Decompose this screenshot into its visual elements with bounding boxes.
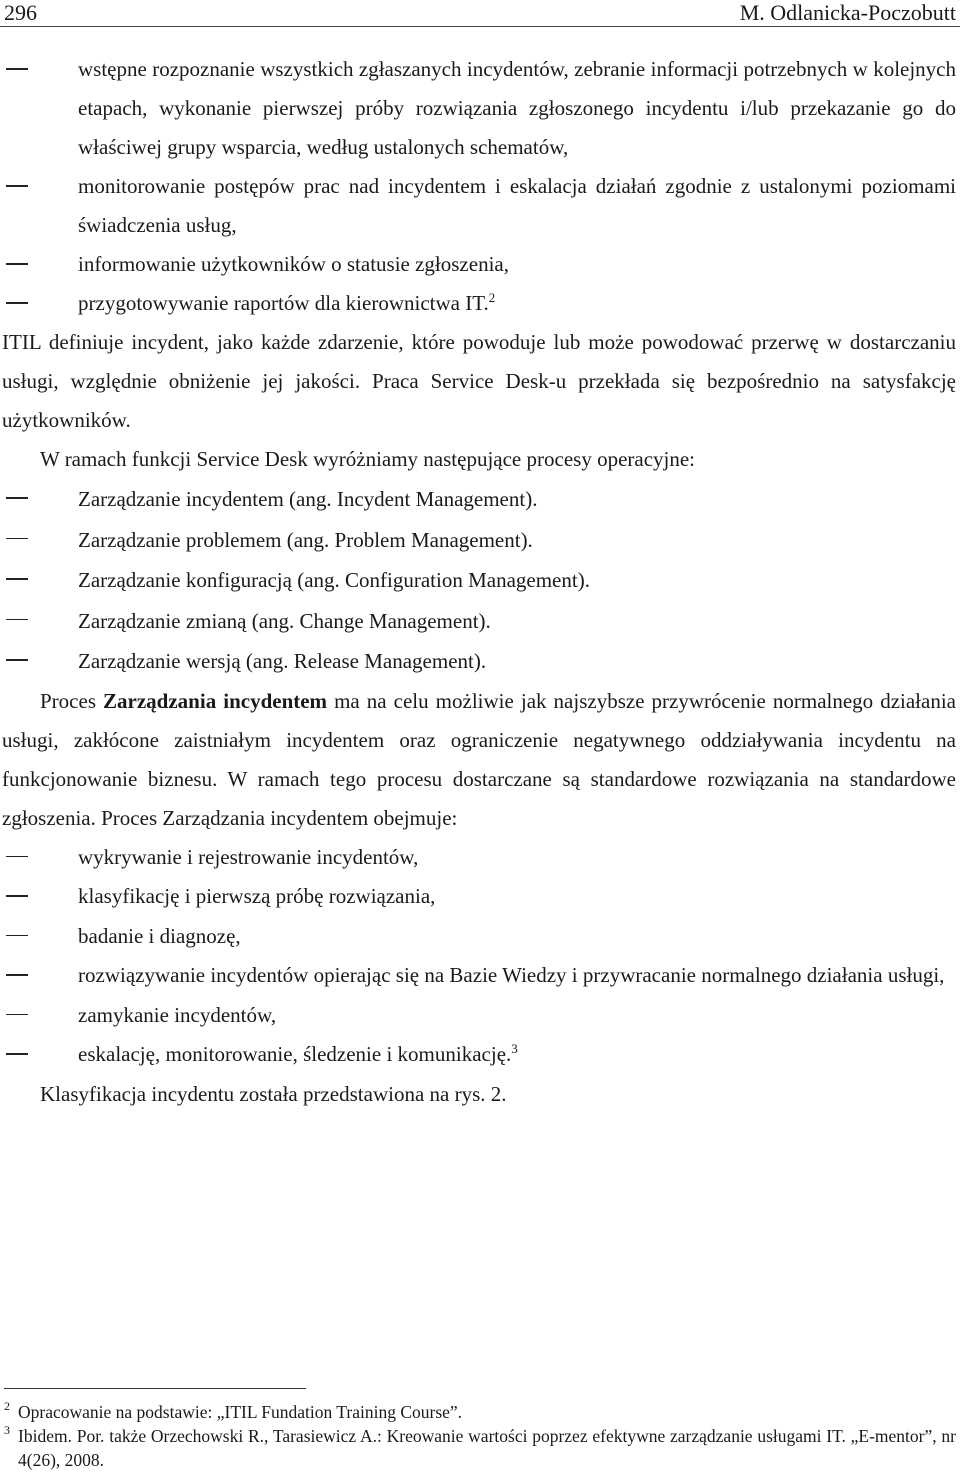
- dash-bullet-icon: [6, 659, 28, 661]
- list-item: Zarządzanie konfiguracją (ang. Configuration Management).: [0, 560, 960, 601]
- dash-bullet-icon: [6, 1014, 28, 1016]
- list-item: Zarządzanie problemem (ang. Problem Management).: [0, 520, 960, 561]
- dash-bullet-icon: [6, 578, 28, 580]
- footnote-ref: 3: [511, 1041, 518, 1056]
- dash-bullet-icon: [6, 895, 28, 897]
- operational-processes-list: [0, 479, 960, 682]
- dash-bullet-icon: [6, 185, 28, 187]
- footnote-ref: 2: [488, 290, 496, 305]
- list-item: klasyfikację i pierwszą próbę rozwiązania,: [0, 877, 960, 917]
- dash-bullet-icon: [6, 538, 28, 540]
- paragraph-ops-intro: W ramach funkcji Service Desk wyróżniamy następujące procesy operacyjne:: [40, 447, 696, 471]
- dash-bullet-icon: [6, 68, 28, 70]
- running-head-author: M. Odlanicka-Poczobutt: [739, 0, 956, 25]
- dash-bullet-icon: [6, 856, 28, 858]
- list-item: przygotowywanie raportów dla kierownictwa IT.$^2$: [0, 284, 960, 323]
- footnote-rule: [4, 1388, 306, 1389]
- dash-bullet-icon: [6, 497, 28, 499]
- paragraph-incident-process: Proces Zarządzania incydentem ma na celu możliwie jak najszybsze przywrócenie normalnego działania usługi, zakłócone zaistniałym incydentem oraz ograniczenie negatywnego oddziaływania incydentu na funkcjonowanie biznesu. W ramach tego procesu dostarczane są standardowe rozwiązania na standardowe zgłoszenia. Proces Zarządzania incydentem obejmuje:: [2, 688, 956, 830]
- list-item: Zarządzanie zmianą (ang. Change Management).: [0, 601, 960, 642]
- list-item: Zarządzanie wersją (ang. Release Management).: [0, 641, 960, 682]
- list-item: informowanie użytkowników o statusie zgłoszenia,: [0, 245, 960, 284]
- dash-bullet-icon: [6, 263, 28, 265]
- service-desk-tasks-list: [0, 50, 960, 323]
- footnote: 2 Opracowanie na podstawie: „ITIL Fundation Training Course”.: [4, 1399, 463, 1422]
- list-item: wstępne rozpoznanie wszystkich zgłaszanych incydentów, zebranie informacji potrzebnych w kolejnych etapach, wykonanie pierwszej próby rozwiązania zgłoszonego incydentu i/lub przekazanie go do właściwej grupy wsparcia, według ustalonych schematów,: [0, 50, 960, 167]
- paragraph-classification: Klasyfikacja incydentu została przedstawiona na rys. 2.: [40, 1081, 507, 1106]
- list-item: monitorowanie postępów prac nad incydentem i eskalacja działań zgodnie z ustalonymi poziomami świadczenia usług,: [0, 167, 960, 245]
- list-item: eskalację, monitorowanie, śledzenie i komunikację.$^3$: [0, 1035, 960, 1075]
- incident-process-list: [0, 838, 960, 1075]
- list-item: badanie i diagnozę,: [0, 917, 960, 957]
- list-item: rozwiązywanie incydentów opierając się na Bazie Wiedzy i przywracanie normalnego działania usługi,: [0, 956, 960, 996]
- dash-bullet-icon: [6, 974, 28, 976]
- header-rule: [0, 26, 960, 27]
- page-number: 296: [4, 0, 37, 25]
- dash-bullet-icon: [6, 935, 28, 937]
- list-item: wykrywanie i rejestrowanie incydentów,: [0, 838, 960, 878]
- dash-bullet-icon: [6, 302, 28, 304]
- footnote: 3 Ibidem. Por. także Orzechowski R., Tarasiewicz A.: Kreowanie wartości poprzez efektywne zarządzanie usługami IT. „E-mentor”, nr 4(26), 2008.: [4, 1423, 956, 1470]
- list-item: Zarządzanie incydentem (ang. Incydent Management).: [0, 479, 960, 520]
- dash-bullet-icon: [6, 619, 28, 621]
- footnotes: [4, 1400, 956, 1472]
- dash-bullet-icon: [6, 1053, 28, 1055]
- page-body: [0, 50, 960, 1114]
- page-header: [0, 0, 960, 30]
- paragraph-itil: ITIL definiuje incydent, jako każde zdarzenie, które powoduje lub może powodować przerwę w dostarczaniu usługi, względnie obniżenie jej jakości. Praca Service Desk-u przekłada się bezpośrednio na satysfakcję użytkowników.: [2, 330, 956, 432]
- list-item: zamykanie incydentów,: [0, 996, 960, 1036]
